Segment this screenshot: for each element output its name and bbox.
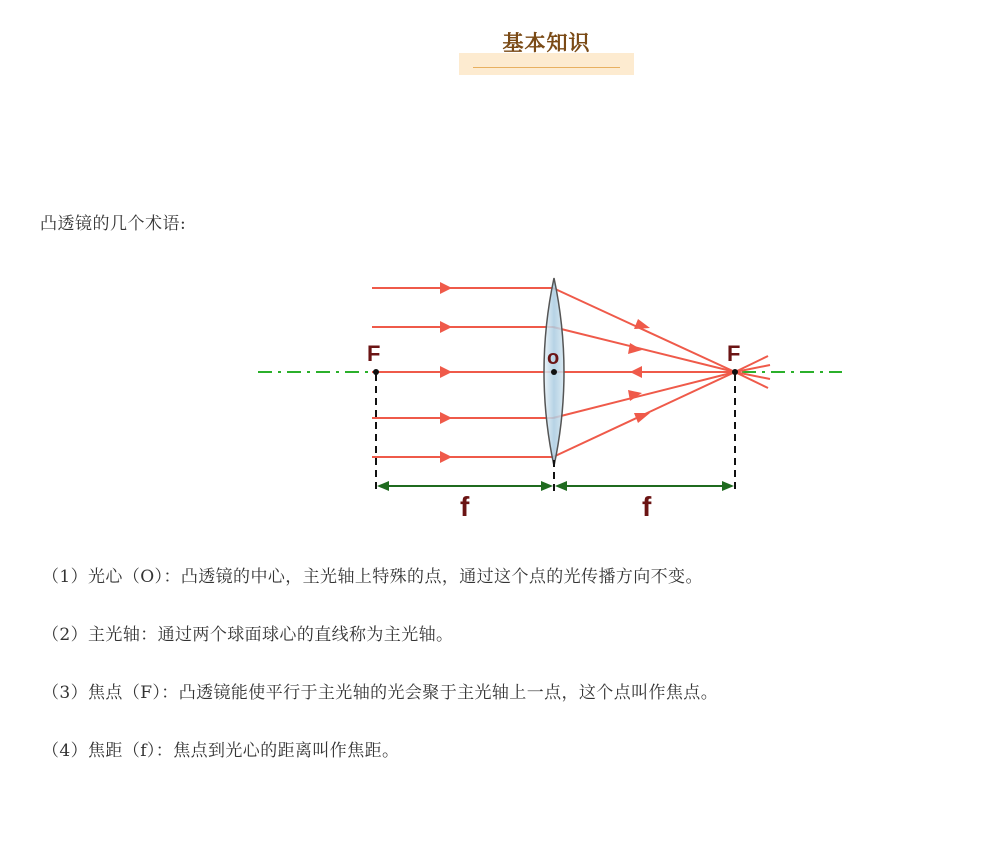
section-header xyxy=(459,22,634,74)
term-focus: （3）焦点（F）：凸透镜能使平行于主光轴的光会聚于主光轴上一点，这个点叫作焦点。 xyxy=(42,683,719,703)
right-focus-label: F xyxy=(727,341,741,366)
right-focal-length-label: f xyxy=(642,491,652,522)
optical-center-point xyxy=(551,369,557,375)
convex-lens-diagram xyxy=(250,270,850,525)
term-principal-axis: （2）主光轴：通过两个球面球心的直线称为主光轴。 xyxy=(42,625,454,645)
term-optical-center: （1）光心（O）：凸透镜的中心，主光轴上特殊的点，通过这个点的光传播方向不变。 xyxy=(42,567,703,587)
optical-center-label: o xyxy=(547,347,560,369)
section-title: 基本知识 xyxy=(502,31,591,55)
intro-text: 凸透镜的几个术语: xyxy=(40,214,187,234)
left-focus-label: F xyxy=(367,341,381,366)
term-focal-length: （4）焦距（f）：焦点到光心的距离叫作焦距。 xyxy=(42,741,400,761)
left-focal-length-label: f xyxy=(460,491,470,522)
title-underline xyxy=(473,67,620,68)
incoming-arrowheads xyxy=(440,282,452,463)
